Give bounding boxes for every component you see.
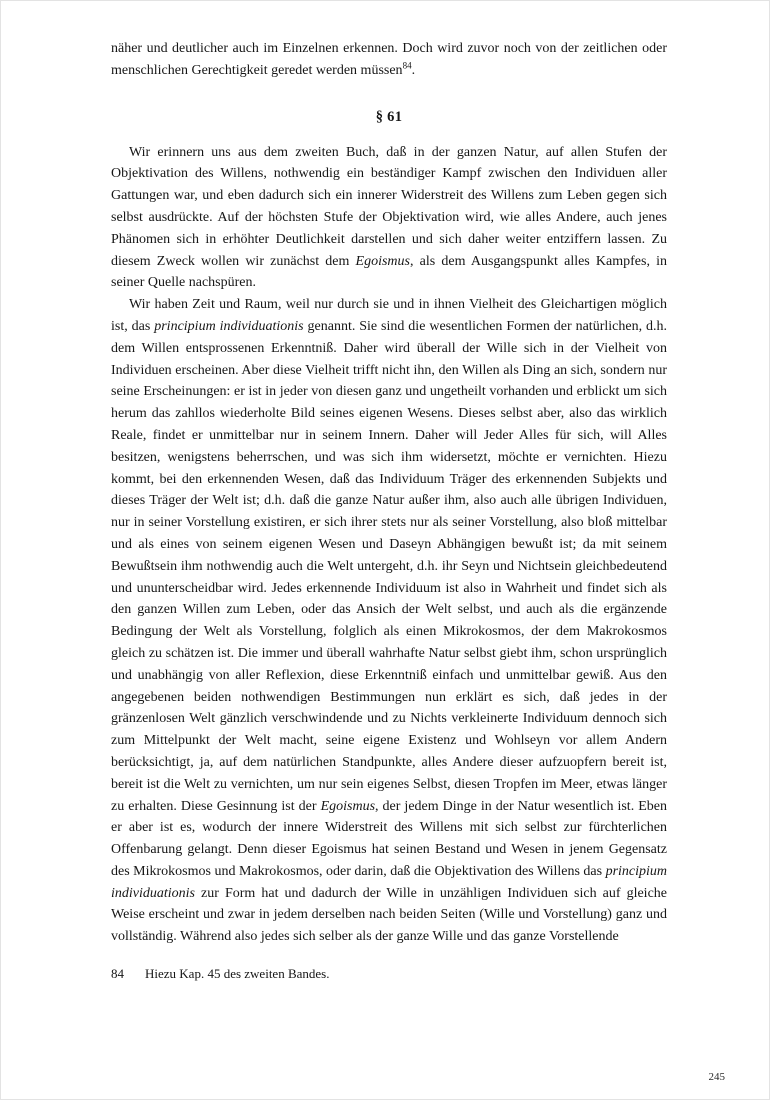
footnote-text: Hiezu Kap. 45 des zweiten Bandes. (145, 966, 330, 982)
text-block (111, 38, 667, 983)
section-heading: § 61 (375, 108, 403, 125)
footnote-marker: 84 (111, 966, 124, 982)
paragraph-egoismus-intro: Wir erinnern uns aus dem zweiten Buch, daß in der ganzen Natur, auf allen Stufen der Objektivation des Willens, nothwendig ein beständiger Kampf zwischen den Individuen aller Gattungen war, und eben dadurch sich ein innerer Widerstreit des Willens zum Leben gegen sich selbst ausdrückte. Auf der höchsten Stufe der Objektivation wird, wie alles Andere, auch jenes Phänomen sich in erhöhter Deutlichkeit darstellen und sich daher weiter entziffern lassen. Zu diesem Zweck wollen wir zunächst dem Egoismus, als dem Ausgangspunkt alles Kampfes, in seiner Quelle nachspüren. (111, 144, 667, 291)
footnote (111, 965, 667, 983)
paragraph-principium-individuationis: Wir haben Zeit und Raum, weil nur durch sie und in ihnen Vielheit des Gleichartigen möglich ist, das principium individuationis genannt. Sie sind die wesentlichen Formen der natürlichen, d.h. dem Willen entsprossenen Erkenntniß. Daher wird überall der Wille sich in der Vielheit von Individuen erscheinen. Aber diese Vielheit trifft nicht ihn, den Willen als Ding an sich, sondern nur seine Erscheinungen: er ist in jeder von diesen ganz und ungetheilt vorhanden und erblickt um sich herum das zahllos wiederholte Bild seines eigenen Wesens. Dieses selbst aber, also das wirklich Reale, findet er unmittelbar nur in seinem Innern. Daher will Jeder Alles für sich, will Alles besitzen, wenigstens beherrschen, und was sich ihm widersetzt, möchte er vernichten. Hiezu kommt, bei den erkennenden Wesen, daß das Individuum Träger des erkennenden Subjekts und dieses Träger der Welt ist; d.h. daß die ganze Natur außer ihm, also auch alle übrigen Individuen, nur in seiner Vorstellung existiren, er sich ihrer stets nur als seiner Vorstellung, also bloß mittelbar und als eines von seinem eigenen Wesen und Daseyn Abhängigen bewußt ist; da mit seinem Bewußtsein ihm nothwendig auch die Welt untergeht, d.h. ihr Seyn und Nichtsein gleichbedeutend und ununterscheidbar wird. Jedes erkennende Individuum ist also in Wahrheit und findet sich als den ganzen Willen zum Leben, oder das Ansich der Welt selbst, und auch als die ergänzende Bedingung der Welt als Vorstellung, folglich als einen Mikrokosmos, der dem Makrokosmos gleich zu schätzen ist. Die immer und überall wahrhafte Natur selbst giebt ihm, schon ursprünglich und unabhängig von aller Reflexion, diese Erkenntniß einfach und unmittelbar gewiß. Aus den angegebenen beiden nothwendigen Bestimmungen nun erklärt es sich, daß jedes in der gränzenlosen Welt gänzlich verschwindende und zu Nichts verkleinerte Individuum dennoch sich zum Mittelpunkt der Welt macht, seine eigene Existenz und Wohlseyn vor allem Andern berücksichtigt, ja, auf dem natürlichen Standpunkte, alles Andere dieser aufzuopfern bereit ist, bereit ist die Welt zu vernichten, um nur sein eigenes Selbst, diesen Tropfen im Meer, etwas länger zu erhalten. Diese Gesinnung ist der Egoismus, der jedem Dinge in der Natur wesentlich ist. Eben er aber ist es, wodurch der innere Widerstreit des Willens mit sich selbst zur fürchterlichen Offenbarung gelangt. Denn dieser Egoismus hat seinen Bestand und Wesen in jenem Gegensatz des Mikrokosmos und Makrokosmos, oder darin, daß die Objektivation des Willens das principium individuationis zur Form hat und dadurch der Wille in unzähligen Individuen sich auf gleiche Weise erscheint und zwar in jedem derselben nach beiden Seiten (Wille und Vorstellung) ganz und vollständig. Während also jedes sich selber als der ganze Wille und das ganze Vorstellende (111, 297, 668, 945)
intro-paragraph: näher und deutlicher auch im Einzelnen erkennen. Doch wird zuvor noch von der zeitlichen oder menschlichen Gerechtigkeit geredet werden müssen$^{84}$. (111, 41, 667, 78)
page-number: 245 (708, 1071, 725, 1083)
